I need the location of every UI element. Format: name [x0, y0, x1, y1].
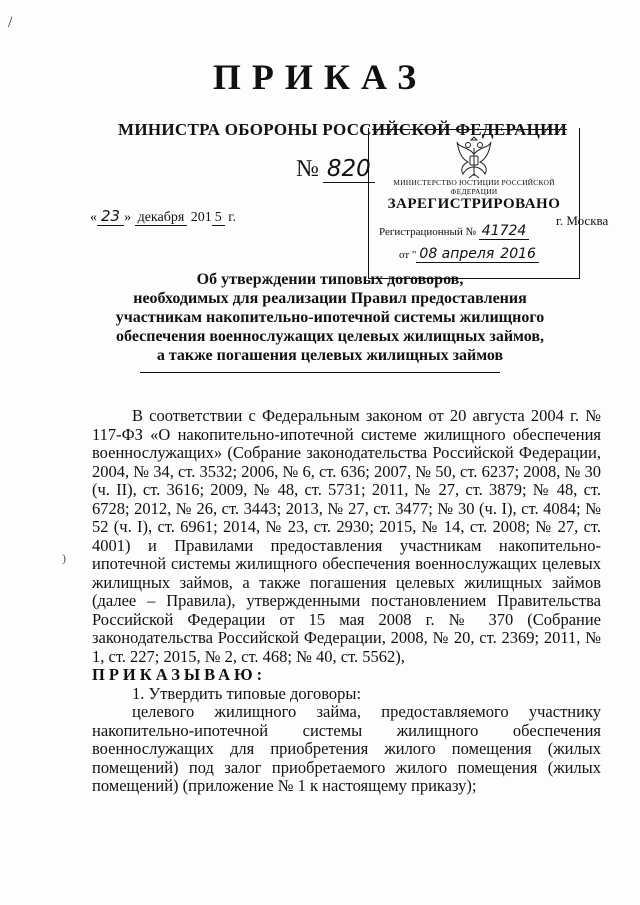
ministry-heading-plain: МИНИСТРА ОБОРОНЫ РОСС	[118, 120, 372, 139]
preamble-paragraph: В соответствии с Федеральным законом от 20 августа 2004 г. № 117-ФЗ «О накопительно-ипотечной системе жилищного обеспечения военнослужащих» (Собрание законодательства Российской Федерации, 2004, № 34, ст. 3532; 2006, № 6, ст. 636; 2007, № 50, ст. 6237; 2008, № 30 (ч. II), ст. 3616; 2009, № 48, ст. 5731; 2011, № 27, ст. 3879; № 48, ст. 6728; 2012, № 26, ст. 3443; 2013, № 27, ст. 3477; № 30 (ч. I), ст. 4084; № 52 (ч. I), ст. 6961; 2014, № 23, ст. 2930; 2015, № 14, ст. 2008; № 27, ст. 4001) и Правилами предоставления участникам накопительно-ипотечной системы жилищного обеспечения военнослужащих целевых жилищных займов, а также погашения целевых жилищных займов (далее – Правила), утвержденными постановлением Правительства Российской Федерации от 15 мая 2008 г. № 370 (Собрание законодательства Российской Федерации, 2008, № 20, ст. 2369; 2011, № 1, ст. 227; 2015, № 2, ст. 468; № 40, ст. 5562),	[92, 406, 601, 666]
stamp-ministry-name: МИНИСТЕРСТВО ЮСТИЦИИ РОССИЙСКОЙ ФЕДЕРАЦИИ	[393, 178, 555, 196]
subject-line: Об утверждении типовых договоров,	[196, 271, 464, 288]
date-year-suffix: 5	[212, 210, 225, 226]
order-body	[92, 407, 601, 796]
order-subject	[70, 270, 590, 365]
stamp-city: г. Москва	[556, 213, 609, 228]
ministry-heading-struck: ИЙСКОЙ ФЕДЕРАЦИИ	[371, 120, 568, 139]
date-suffix: г.	[228, 210, 236, 225]
orders-heading: ПРИКАЗЫВАЮ:	[92, 665, 267, 684]
margin-mark: )	[62, 551, 66, 565]
registration-stamp	[368, 128, 580, 279]
order-number	[296, 156, 375, 183]
stamp-reg-number: 41724	[479, 223, 530, 240]
subject-divider	[140, 372, 500, 373]
date-month: декабря	[135, 210, 188, 226]
stamp-reg-label: Регистрационный №	[379, 226, 477, 238]
order-number-value: 820	[323, 156, 375, 183]
date-open-quote: «	[90, 210, 97, 225]
item-1-a: целевого жилищного займа, предоставляемого участнику накопительно-ипотечной системы жилищного обеспечения военнослужащих для приобретения жилого помещения (жилых помещений) под залог приобретаемого жилого помещения (жилых помещений) (приложение № 1 к настоящему приказу);	[92, 702, 601, 795]
item-1: 1. Утвердить типовые договоры:	[132, 683, 362, 703]
stamp-date-year: 2016	[497, 246, 539, 263]
stamp-registration-number	[379, 223, 529, 239]
order-number-prefix: №	[296, 156, 319, 182]
stamp-date-label: от "	[399, 249, 417, 261]
subject-line: участникам накопительно-ипотечной системы жилищного	[115, 309, 545, 326]
corner-mark: /	[8, 14, 13, 31]
date-year-prefix: 201	[190, 210, 212, 225]
stamp-date-value: 08 апреля	[416, 246, 497, 263]
order-date	[90, 207, 236, 226]
double-headed-eagle-icon	[451, 136, 497, 182]
stamp-registration-date	[399, 246, 539, 262]
subject-line: необходимых для реализации Правил предоставления	[133, 290, 527, 307]
subject-line: а также погашения целевых жилищных займов	[156, 347, 504, 364]
stamp-registered-label: ЗАРЕГИСТРИРОВАНО	[387, 196, 561, 212]
document-title: ПРИКАЗ	[212, 57, 428, 97]
date-close-quote: »	[124, 210, 132, 225]
date-day: 23	[97, 207, 124, 226]
subject-line: обеспечения военнослужащих целевых жилищных займов,	[116, 328, 544, 345]
